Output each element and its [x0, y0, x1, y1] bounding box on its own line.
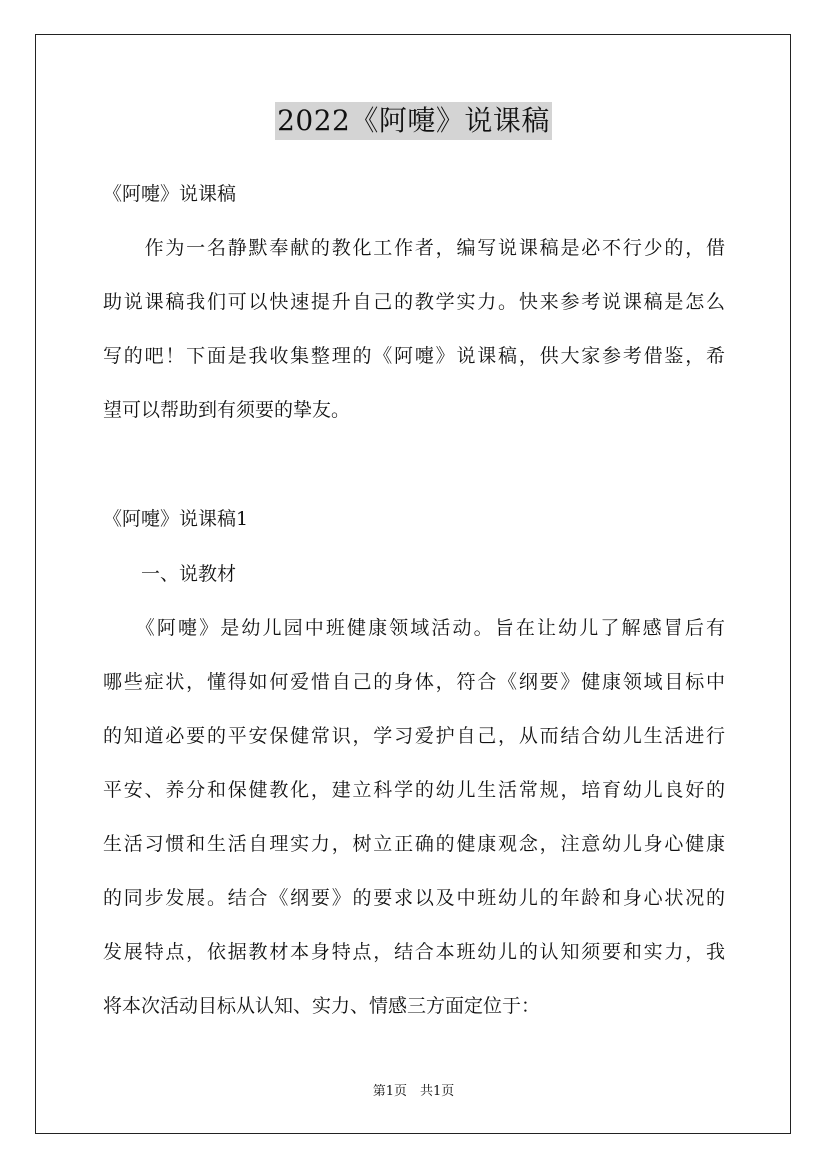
- subtitle: 《阿嚏》说课稿: [103, 183, 237, 205]
- body-line-2: 哪些症状，懂得如何爱惜自己的身体，符合《纲要》健康领域目标中: [103, 671, 725, 693]
- body-line-8: 将本次活动目标从认知、实力、情感三方面定位于：: [103, 995, 541, 1017]
- body-line-6: 的同步发展。结合《纲要》的要求以及中班幼儿的年龄和身心状况的: [103, 887, 725, 909]
- body-line-1: 《阿嚏》是幼儿园中班健康领域活动。旨在让幼儿了解感冒后有: [103, 617, 725, 639]
- page-footer: 第1页 共1页: [372, 1084, 455, 1099]
- body-line-5: 生活习惯和生活自理实力，树立正确的健康观念，注意幼儿身心健康: [103, 833, 725, 855]
- body-line-4: 平安、养分和保健教化，建立科学的幼儿生活常规，培育幼儿良好的: [103, 779, 725, 801]
- intro-line-3: 写的吧！下面是我收集整理的《阿嚏》说课稿，供大家参考借鉴，希: [103, 345, 725, 367]
- document-title: 2022《阿嚏》说课稿: [275, 102, 552, 140]
- intro-line-4: 望可以帮助到有须要的挚友。: [103, 399, 351, 421]
- body-line-3: 的知道必要的平安保健常识，学习爱护自己，从而结合幼儿生活进行: [103, 725, 725, 747]
- section-heading: 《阿嚏》说课稿1: [103, 508, 249, 530]
- intro-line-1: 作为一名静默奉献的教化工作者，编写说课稿是必不行少的，借: [103, 237, 725, 259]
- subsection-heading: 一、说教材: [103, 563, 237, 585]
- document-title-block: [0, 102, 827, 140]
- intro-line-2: 助说课稿我们可以快速提升自己的教学实力。快来参考说课稿是怎么: [103, 291, 725, 313]
- body-line-7: 发展特点，依据教材本身特点，结合本班幼儿的认知须要和实力，我: [103, 941, 725, 963]
